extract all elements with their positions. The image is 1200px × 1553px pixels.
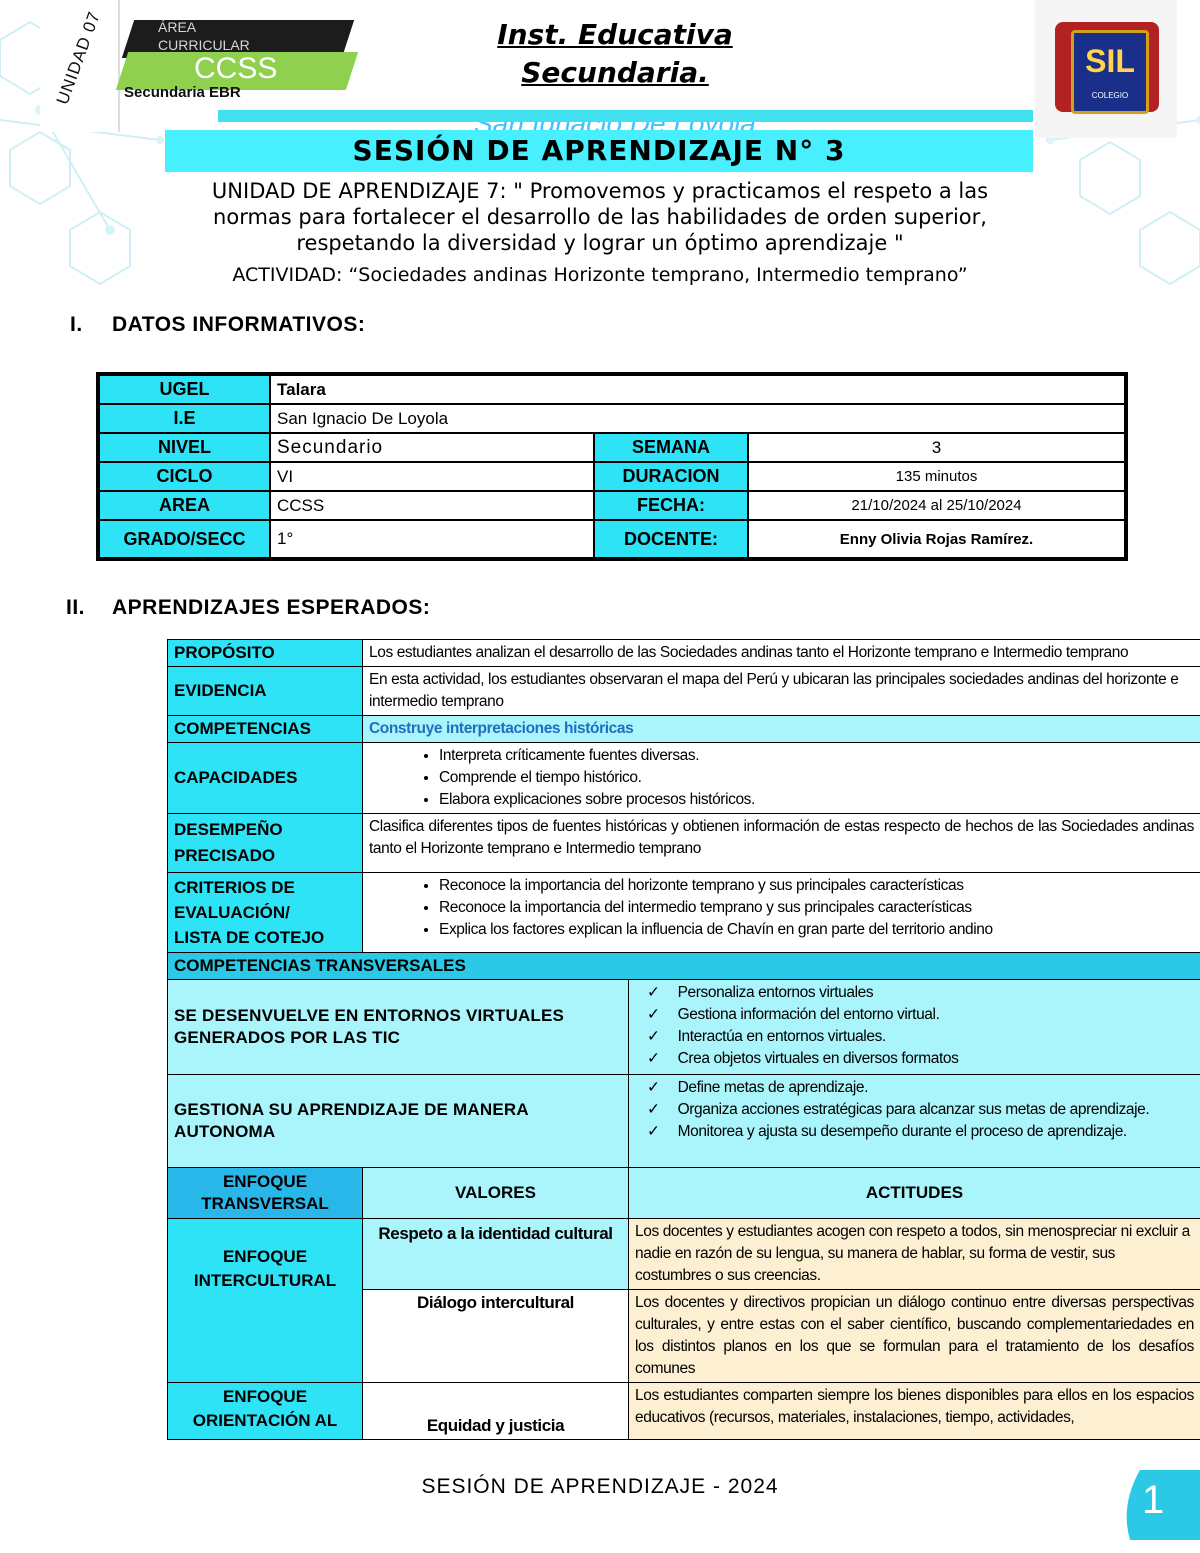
unit-badge xyxy=(40,0,120,132)
area-value: CCSS xyxy=(270,491,594,520)
ugel-label: UGEL xyxy=(98,374,270,404)
list-item: ✓ Gestiona información del entorno virtual. xyxy=(681,1004,1194,1026)
desempeno-label xyxy=(168,814,363,873)
semana-value: 3 xyxy=(748,433,1126,462)
transversales-label: COMPETENCIAS TRANSVERSALES xyxy=(168,953,1200,980)
info-row-grado xyxy=(98,520,1126,559)
tic-list xyxy=(635,982,1194,1070)
session-title-bar xyxy=(165,130,1033,172)
criterios-label-line3: LISTA DE COTEJO xyxy=(174,928,325,947)
valor-equidad: Equidad y justicia xyxy=(363,1383,629,1440)
list-item: • Elabora explicaciones sobre procesos históricos. xyxy=(439,789,1194,811)
nivel-label: NIVEL xyxy=(98,433,270,462)
desempeno-row xyxy=(168,814,1200,873)
logo-text: SIL xyxy=(1085,43,1135,79)
enfoque-intercultural: ENFOQUE INTERCULTURAL xyxy=(168,1219,363,1383)
actitudes-header: ACTITUDES xyxy=(629,1168,1200,1219)
learning-table xyxy=(167,639,1200,1440)
actitud-equidad: Los estudiantes comparten siempre los bienes disponibles para ellos en los espacios educativos (recursos, materiales, instalaciones, tiempo, actividades, xyxy=(629,1383,1200,1440)
actitud-respeto: Los docentes y estudiantes acogen con respeto a todos, sin menospreciar ni excluir a nadie en razón de su lengua, su manera de hablar, su forma de vestir, sus costumbres o sus creencias. xyxy=(629,1219,1200,1290)
autonoma-label: GESTIONA SU APRENDIZAJE DE MANERA AUTONOMA xyxy=(168,1075,629,1168)
orientacion-row xyxy=(168,1383,1200,1440)
desempeno-label-line1: DESEMPEÑO xyxy=(174,820,283,839)
desempeno-label-line2: PRECISADO xyxy=(174,846,276,865)
info-row-ciclo xyxy=(98,462,1126,491)
school-logo xyxy=(1035,0,1177,138)
semana-label: SEMANA xyxy=(594,433,748,462)
tic-label: SE DESENVUELVE EN ENTORNOS VIRTUALES GENERADOS POR LAS TIC xyxy=(168,980,629,1075)
activity-title: ACTIVIDAD: “Sociedades andinas Horizonte temprano, Intermedio temprano” xyxy=(232,264,968,286)
transversales-header-row xyxy=(168,953,1200,980)
autonoma-list xyxy=(635,1077,1194,1143)
grado-value: 1° xyxy=(270,520,594,559)
capacidades-row xyxy=(168,743,1200,814)
ugel-value: Talara xyxy=(270,374,1126,404)
list-item: ✓ Crea objetos virtuales en diversos formatos xyxy=(681,1048,1194,1070)
logo-shield-icon xyxy=(1055,22,1159,112)
criterios-list xyxy=(369,875,1194,941)
page-number: 1 xyxy=(1142,1478,1165,1522)
footer-text: SESIÓN DE APRENDIZAJE - 2024 xyxy=(421,1475,779,1498)
proposito-text: Los estudiantes analizan el desarrollo de las Sociedades andinas tanto el Horizonte temprano e Intermedio temprano xyxy=(363,640,1200,667)
ciclo-label: CICLO xyxy=(98,462,270,491)
capacidades-list xyxy=(369,745,1194,811)
info-row-ie xyxy=(98,404,1126,433)
area-field-label: AREA xyxy=(98,491,270,520)
logo-subtext: COLEGIO xyxy=(1091,91,1129,100)
criterios-label-line2: EVALUACIÓN/ xyxy=(174,903,290,922)
valor-dialogo: Diálogo intercultural xyxy=(363,1290,629,1383)
session-title: SESIÓN DE APRENDIZAJE N° 3 xyxy=(352,134,846,167)
list-item: • Comprende el tiempo histórico. xyxy=(439,767,1194,789)
list-item: ✓ Organiza acciones estratégicas para alcanzar sus metas de aprendizaje. xyxy=(681,1099,1194,1121)
ciclo-value: VI xyxy=(270,462,594,491)
competencia-text: Construye interpretaciones históricas xyxy=(363,716,1200,743)
institution-line1: Inst. Educativa xyxy=(497,18,733,51)
list-item: • Interpreta críticamente fuentes diversas. xyxy=(439,745,1194,767)
actitud-dialogo: Los docentes y directivos propician un diálogo continuo entre diversas perspectivas culturales, y entre estas con el saber científico, buscando complementariedades en los distintos planos en los que se formulan para el tratamiento de los desafíos comunes xyxy=(629,1290,1200,1383)
docente-label: DOCENTE: xyxy=(594,520,748,559)
tic-row xyxy=(168,980,1200,1075)
nivel-value: Secundario xyxy=(270,433,594,462)
area-label: ÁREA CURRICULAR xyxy=(158,19,250,53)
section-1-number: I. xyxy=(70,313,83,336)
capacidades-label: CAPACIDADES xyxy=(168,743,363,814)
criterios-label xyxy=(168,873,363,953)
proposito-row xyxy=(168,640,1200,667)
info-row-ugel xyxy=(98,374,1126,404)
section-1-title: DATOS INFORMATIVOS: xyxy=(112,313,366,336)
list-item: ✓ Define metas de aprendizaje. xyxy=(681,1077,1194,1099)
docente-value: Enny Olivia Rojas Ramírez. xyxy=(748,520,1126,559)
evidencia-label: EVIDENCIA xyxy=(168,667,363,716)
criterios-row xyxy=(168,873,1200,953)
evidencia-text: En esta actividad, los estudiantes observaran el mapa del Perú y ubicaran las principales sociedades andinas del horizonte e intermedio temprano xyxy=(363,667,1200,716)
list-item: ✓ Personaliza entornos virtuales xyxy=(681,982,1194,1004)
section-2-number: II. xyxy=(66,596,86,619)
fecha-value: 21/10/2024 al 25/10/2024 xyxy=(748,491,1126,520)
criterios-label-line1: CRITERIOS DE xyxy=(174,878,295,897)
list-item: • Reconoce la importancia del horizonte temprano y sus principales características xyxy=(439,875,1194,897)
area-banner xyxy=(118,12,358,100)
autonoma-row xyxy=(168,1075,1200,1168)
grado-label: GRADO/SECC xyxy=(98,520,270,559)
enfoque-header: ENFOQUE TRANSVERSAL xyxy=(168,1168,363,1219)
info-row-nivel xyxy=(98,433,1126,462)
desempeno-text: Clasifica diferentes tipos de fuentes históricas y obtienen información de estas respecto de hechos de las Sociedades andinas tanto el Horizonte temprano e Intermedio temprano xyxy=(363,814,1200,873)
intercultural-row-1 xyxy=(168,1219,1200,1290)
evidencia-row xyxy=(168,667,1200,716)
list-item: • Explica los factores explican la influencia de Chavín en gran parte del territorio andino xyxy=(439,919,1194,941)
area-name: CCSS xyxy=(194,52,278,85)
institution-line2: Secundaria. xyxy=(521,56,709,89)
proposito-label: PROPÓSITO xyxy=(168,640,363,667)
valores-header: VALORES xyxy=(363,1168,629,1219)
enfoque-header-row xyxy=(168,1168,1200,1219)
ie-label: I.E xyxy=(98,404,270,433)
info-table xyxy=(96,372,1128,561)
level-label: Secundaria EBR xyxy=(124,84,241,101)
page-number-badge xyxy=(1120,1470,1200,1540)
unit-description: UNIDAD DE APRENDIZAJE 7: " Promovemos y practicamos el respeto a las normas para fortalecer el desarrollo de las habilidades de orden superior, respetando la diversidad y lograr un óptimo aprendizaje " xyxy=(211,179,989,255)
duracion-value: 135 minutos xyxy=(748,462,1126,491)
unit-badge-text: UNIDAD 07 xyxy=(52,8,105,108)
valor-respeto: Respeto a la identidad cultural xyxy=(363,1219,629,1290)
cyan-divider xyxy=(218,110,1033,122)
competencias-label: COMPETENCIAS xyxy=(168,716,363,743)
fecha-label: FECHA: xyxy=(594,491,748,520)
list-item: ✓ Interactúa en entornos virtuales. xyxy=(681,1026,1194,1048)
list-item: ✓ Monitorea y ajusta su desempeño durante el proceso de aprendizaje. xyxy=(681,1121,1194,1143)
duracion-label: DURACION xyxy=(594,462,748,491)
institution-title xyxy=(420,16,810,92)
list-item: • Reconoce la importancia del intermedio temprano y sus principales características xyxy=(439,897,1194,919)
section-2-title: APRENDIZAJES ESPERADOS: xyxy=(112,596,431,619)
ie-value: San Ignacio De Loyola xyxy=(270,404,1126,433)
enfoque-orientacion: ENFOQUE ORIENTACIÓN AL xyxy=(168,1383,363,1440)
competencias-row xyxy=(168,716,1200,743)
info-row-area xyxy=(98,491,1126,520)
